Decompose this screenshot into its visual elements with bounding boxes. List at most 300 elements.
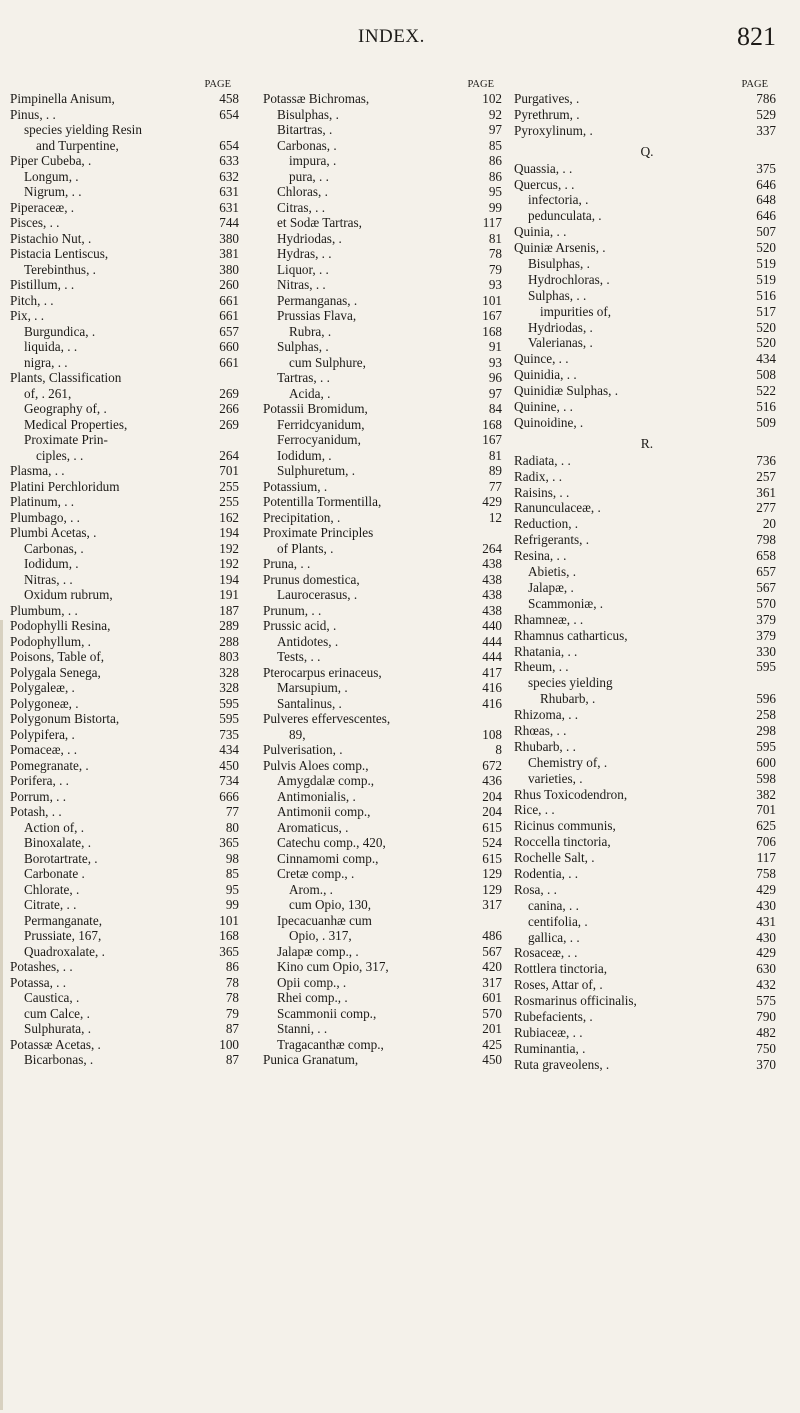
index-entry [10, 479, 243, 495]
entry-page: 381 [219, 246, 239, 261]
entry-page: 337 [756, 122, 776, 138]
entry-page: 632 [219, 168, 239, 184]
index-entry [514, 866, 780, 882]
entry-page: 93 [488, 354, 502, 370]
entry-page: 567 [482, 943, 502, 959]
entry-page: 370 [756, 1056, 776, 1072]
entry-page: 661 [219, 292, 239, 308]
entry-term: Jalapæ, . [528, 579, 574, 595]
page-number: 821 [737, 22, 776, 51]
entry-term: Rhus Toxicodendron, [514, 786, 628, 802]
entry-page: 434 [756, 351, 776, 367]
index-entry [10, 494, 243, 510]
entry-page: 625 [756, 818, 776, 834]
entry-page: 95 [225, 881, 239, 897]
index-column-1 [10, 78, 243, 1068]
entry-page: 706 [756, 834, 776, 850]
index-entry [10, 587, 243, 603]
index-column-3 [514, 78, 780, 1073]
entry-term: Santalinus, . [277, 695, 342, 711]
entry-term: Quassia, . . [514, 160, 573, 176]
entry-page: 167 [482, 432, 502, 447]
entry-page: 458 [219, 91, 239, 106]
index-entry [10, 525, 243, 541]
entry-page: 736 [756, 452, 776, 468]
index-entry [263, 758, 506, 774]
entry-page: 84 [488, 401, 502, 416]
entry-page: 438 [482, 571, 502, 587]
entry-page: 117 [482, 215, 502, 230]
index-entry [514, 240, 780, 256]
entry-term: Sulphas, . . [528, 287, 587, 303]
index-entry [10, 541, 243, 557]
index-entry [514, 320, 780, 336]
entry-page: 162 [219, 509, 239, 525]
entry-page: 98 [225, 850, 239, 866]
index-entry [263, 975, 506, 991]
entry-page: 509 [756, 414, 776, 430]
entry-page: 417 [482, 664, 502, 680]
index-entry [514, 107, 780, 123]
index-entry [10, 820, 243, 836]
entry-term: Rodentia, . . [514, 865, 579, 881]
index-entry [514, 453, 780, 469]
index-entry [263, 696, 506, 712]
entry-page: 100 [219, 1036, 239, 1052]
index-entry [514, 723, 780, 739]
index-entry [514, 675, 780, 691]
entry-term: Ranunculaceæ, . [514, 500, 601, 516]
entry-term: Sulphuretum, . [277, 463, 356, 478]
index-entry [263, 1052, 506, 1068]
entry-term: and Turpentine, [36, 137, 119, 153]
entry-page: 519 [756, 256, 776, 272]
entry-term: Hydriodas, . [528, 319, 593, 335]
index-entry [263, 200, 506, 216]
entry-term: Quadroxalate, . [24, 943, 105, 959]
entry-page: 93 [488, 277, 502, 292]
entry-page: 440 [482, 618, 502, 633]
index-entry [10, 882, 243, 898]
index-entry [263, 262, 506, 278]
index-entry [10, 138, 243, 154]
page-edge [0, 620, 3, 1410]
index-entry [10, 928, 243, 944]
entry-page: 630 [756, 961, 776, 977]
entry-term: Borotartrate, . [24, 850, 98, 866]
entry-page: 790 [756, 1008, 776, 1024]
index-entry [263, 789, 506, 805]
entry-page: 85 [488, 137, 502, 153]
index-entry [514, 161, 780, 177]
entry-page: 95 [488, 184, 502, 199]
entry-term: species yielding Resin [24, 122, 142, 137]
entry-page: 99 [488, 199, 502, 215]
index-entry [263, 835, 506, 851]
entry-page: 436 [482, 773, 502, 788]
entry-term: Poisons, Table of, [10, 649, 105, 664]
entry-term: Rhubarb, . . [514, 738, 576, 754]
index-entry [514, 739, 780, 755]
page-label: PAGE [204, 79, 231, 90]
entry-term: 89, [289, 726, 306, 742]
section-letter: Q. [640, 143, 654, 159]
index-entry [10, 122, 243, 138]
entry-term: Rhamnus catharticus, [514, 627, 628, 643]
page-title: INDEX. [358, 26, 425, 47]
entry-page: 129 [482, 866, 502, 881]
index-entry [263, 866, 506, 882]
entry-term: Abietis, . [528, 564, 576, 580]
entry-page: 257 [756, 468, 776, 484]
entry-page: 167 [482, 308, 502, 323]
entry-page: 431 [756, 913, 776, 929]
entry-page [199, 432, 243, 448]
entry-page: 289 [219, 618, 239, 633]
entry-page: 117 [756, 850, 776, 866]
index-entry [10, 975, 243, 991]
entry-term: Rubra, . [289, 323, 332, 339]
index-entry [514, 596, 780, 612]
entry-page [199, 122, 243, 138]
entry-term: Roses, Attar of, . [514, 977, 603, 993]
entry-page: 260 [219, 277, 239, 292]
index-entry [263, 618, 506, 634]
index-entry [514, 961, 780, 977]
entry-term: Tartras, . . [277, 370, 330, 385]
entry-page: 187 [219, 602, 239, 618]
entry-term: Chlorate, . [24, 881, 80, 897]
entry-term: Longum, . [24, 168, 79, 184]
entry-term: Bitartras, . [277, 122, 333, 137]
index-entry [10, 293, 243, 309]
entry-page: 646 [756, 176, 776, 192]
entry-page: 519 [756, 271, 776, 287]
entry-term: Ipecacuanhæ cum [277, 912, 372, 928]
index-entry [10, 634, 243, 650]
index-entry [263, 882, 506, 898]
entry-term: Prunus domestica, [263, 571, 360, 587]
entry-term: Carbonas, . [277, 137, 337, 153]
entry-term: Hydriodas, . [277, 230, 342, 246]
index-entry [263, 541, 506, 557]
index-entry [514, 771, 780, 787]
entry-page: 99 [225, 897, 239, 912]
entry-term: Medical Properties, [24, 416, 128, 432]
entry-page: 79 [225, 1005, 239, 1021]
index-entry [263, 897, 506, 913]
entry-term: Scammonii comp., [277, 1005, 377, 1021]
entry-page: 192 [219, 556, 239, 571]
index-entry [263, 773, 506, 789]
entry-page: 269 [219, 416, 239, 432]
entry-page: 429 [482, 494, 502, 509]
entry-page: 516 [756, 399, 776, 415]
entry-page: 168 [219, 928, 239, 943]
section-letter: R. [640, 435, 654, 451]
entry-term: canina, . . [528, 897, 579, 913]
index-entry [10, 696, 243, 712]
entry-page: 277 [756, 500, 776, 516]
entry-term: Antimonii comp., [277, 804, 371, 819]
index-entry [10, 603, 243, 619]
entry-page: 744 [219, 215, 239, 230]
entry-term: Polygonum Bistorta, [10, 711, 120, 726]
index-entry [263, 355, 506, 371]
index-entry [514, 415, 780, 431]
index-entry [263, 820, 506, 836]
entry-term: Cinnamomi comp., [277, 850, 379, 866]
index-entry [10, 1037, 243, 1053]
entry-term: Rubiaceæ, . . [514, 1024, 583, 1040]
entry-page: 575 [756, 993, 776, 1009]
entry-term: Rhamneæ, . . [514, 611, 584, 627]
entry-term: Pimpinella Anisum, [10, 91, 115, 106]
entry-term: Prussias Flava, [277, 308, 357, 323]
entry-term: Plumbago, . . [10, 509, 80, 525]
index-entry [10, 246, 243, 262]
entry-term: Pulverisation, . [263, 742, 343, 757]
entry-page: 661 [219, 354, 239, 370]
index-entry [10, 851, 243, 867]
entry-term: Cretæ comp., . [277, 866, 355, 881]
entry-page: 78 [488, 246, 502, 261]
entry-page: 601 [482, 990, 502, 1005]
index-entry [263, 1037, 506, 1053]
entry-page: 101 [219, 912, 239, 928]
entry-term: Bisulphas, . [528, 256, 590, 272]
index-entry [263, 138, 506, 154]
index-entry [10, 91, 243, 107]
index-entry [514, 516, 780, 532]
index-entry [10, 153, 243, 169]
entry-page: 201 [482, 1021, 502, 1036]
index-entry [10, 169, 243, 185]
entry-page: 444 [482, 633, 502, 649]
entry-page: 89 [488, 463, 502, 478]
entry-term: Action of, . [24, 819, 85, 835]
index-entry [263, 680, 506, 696]
entry-term: Chloras, . [277, 184, 328, 199]
entry-term: Raisins, . . [514, 484, 570, 500]
entry-term: Valerianas, . [528, 335, 593, 351]
entry-page: 657 [219, 323, 239, 339]
entry-term: Catechu comp., 420, [277, 835, 386, 850]
entry-page: 633 [219, 153, 239, 168]
index-entry [514, 787, 780, 803]
index-entry [10, 200, 243, 216]
entry-term: Polygala Senega, [10, 664, 101, 680]
entry-page: 255 [219, 478, 239, 494]
entry-page: 264 [482, 540, 502, 556]
entry-term: Nitras, . . [24, 571, 73, 587]
entry-page: 379 [756, 627, 776, 643]
index-entry [10, 231, 243, 247]
index-entry [514, 469, 780, 485]
entry-page: 365 [219, 943, 239, 959]
index-entry [10, 386, 243, 402]
entry-page: 194 [219, 571, 239, 587]
index-entry [10, 262, 243, 278]
entry-page: 204 [482, 804, 502, 819]
entry-page: 80 [225, 819, 239, 835]
entry-page: 87 [225, 1052, 239, 1067]
entry-page: 108 [482, 726, 502, 742]
index-entry [514, 945, 780, 961]
entry-page: 666 [219, 788, 239, 804]
entry-term: Platinum, . . [10, 494, 75, 509]
entry-page: 416 [482, 680, 502, 695]
index-entry [263, 944, 506, 960]
entry-page: 317 [482, 974, 502, 990]
entry-page: 657 [756, 564, 776, 580]
entry-term: Radiata, . . [514, 452, 571, 468]
entry-term: Quinidiæ Sulphas, . [514, 383, 619, 399]
index-entry [263, 851, 506, 867]
entry-page: 78 [225, 974, 239, 990]
entry-term: Porifera, . . [10, 773, 69, 788]
entry-page: 672 [482, 757, 502, 773]
index-entry [263, 432, 506, 448]
index-entry [514, 304, 780, 320]
index-entry [263, 463, 506, 479]
index-entry [263, 510, 506, 526]
index-entry [263, 634, 506, 650]
entry-term: Rhei comp., . [277, 990, 348, 1005]
entry-page: 20 [762, 516, 776, 532]
entry-term: Piperaceæ, . [10, 199, 75, 215]
entry-term: Potassium, . [263, 478, 328, 494]
entry-term: Prussic acid, . [263, 618, 337, 633]
entry-term: Potash, . . [10, 804, 62, 819]
index-entry [514, 707, 780, 723]
index-column-2 [263, 78, 506, 1068]
entry-page: 317 [482, 897, 502, 912]
index-entry [10, 572, 243, 588]
index-entry [514, 500, 780, 516]
entry-page: 734 [219, 773, 239, 788]
entry-page: 97 [488, 122, 502, 137]
index-entry [10, 401, 243, 417]
entry-page: 330 [756, 643, 776, 659]
entry-page: 648 [756, 192, 776, 208]
entry-page: 661 [219, 308, 239, 323]
entry-term: cum Opio, 130, [289, 897, 372, 912]
index-entry [10, 370, 243, 386]
entry-term: Citras, . . [277, 199, 325, 215]
entry-term: Rosa, . . [514, 881, 557, 897]
entry-term: Precipitation, . [263, 509, 341, 525]
index-entry [514, 1025, 780, 1041]
index-entry [263, 293, 506, 309]
entry-term: Stanni, . . [277, 1021, 328, 1036]
entry-page: 81 [488, 230, 502, 246]
entry-page: 191 [219, 587, 239, 602]
entry-term: Terebinthus, . [24, 261, 96, 277]
index-entry [10, 277, 243, 293]
index-entry [10, 556, 243, 572]
entry-page: 438 [482, 602, 502, 618]
entry-page: 168 [482, 416, 502, 432]
entry-page: 12 [488, 509, 502, 525]
entry-term: Potassæ Bichromas, [263, 91, 370, 106]
entry-page: 570 [756, 595, 776, 611]
index-entry [514, 485, 780, 501]
entry-page: 420 [482, 959, 502, 974]
entry-term: Oxidum rubrum, [24, 587, 113, 602]
entry-term: Kino cum Opio, 317, [277, 959, 389, 974]
index-entry [263, 308, 506, 324]
index-entry [514, 192, 780, 208]
entry-term: Antimonialis, . [277, 788, 356, 804]
index-entry [263, 913, 506, 929]
index-entry [514, 288, 780, 304]
entry-page: 520 [756, 240, 776, 256]
entry-term: varieties, . [528, 770, 583, 786]
entry-term: pedunculata, . [528, 208, 602, 224]
entry-term: Burgundica, . [24, 323, 96, 339]
index-entry [10, 417, 243, 433]
entry-page: 508 [756, 367, 776, 383]
entry-term: Quinoidine, . [514, 414, 584, 430]
entry-term: Quiniæ Arsenis, . [514, 240, 606, 256]
entry-term: Ruta graveolens, . [514, 1056, 610, 1072]
entry-term: Roccella tinctoria, [514, 834, 611, 850]
entry-page: 258 [756, 707, 776, 723]
entry-term: Rheum, . . [514, 659, 569, 675]
entry-page: 365 [219, 835, 239, 850]
entry-term: Prussiate, 167, [24, 928, 102, 943]
entry-term: Pitch, . . [10, 292, 54, 308]
index-entry [10, 804, 243, 820]
index-entry [263, 494, 506, 510]
entry-page: 86 [488, 153, 502, 168]
entry-term: Quinia, . . [514, 224, 567, 240]
entry-term: Pyrethrum, . [514, 106, 580, 122]
index-entry [10, 1052, 243, 1068]
entry-term: centifolia, . [528, 913, 588, 929]
entry-page: 375 [756, 160, 776, 176]
entry-term: Plumbum, . . [10, 602, 78, 618]
index-entry [10, 866, 243, 882]
entry-term: Rhizoma, . . [514, 707, 579, 723]
index-entry [10, 510, 243, 526]
index-entry [10, 758, 243, 774]
entry-page: 425 [482, 1036, 502, 1052]
index-entry [263, 370, 506, 386]
entry-term: Laurocerasus, . [277, 587, 358, 602]
index-entry [10, 773, 243, 789]
index-entry [10, 448, 243, 464]
index-entry [514, 818, 780, 834]
entry-page: 102 [482, 91, 502, 106]
index-entry [10, 324, 243, 340]
entry-page: 382 [756, 786, 776, 802]
index-entry [514, 850, 780, 866]
entry-term: Iodidum, . [24, 556, 79, 571]
entry-page: 595 [756, 738, 776, 754]
entry-page: 595 [219, 695, 239, 711]
index-entry [263, 711, 506, 727]
entry-term: Pyroxylinum, . [514, 122, 593, 138]
index-entry [10, 355, 243, 371]
entry-term: Reduction, . [514, 516, 579, 532]
entry-term: Piper Cubeba, . [10, 153, 92, 168]
entry-page: 660 [219, 339, 239, 354]
index-entry [514, 914, 780, 930]
index-entry [514, 256, 780, 272]
entry-term: Proximate Prin- [24, 432, 108, 447]
